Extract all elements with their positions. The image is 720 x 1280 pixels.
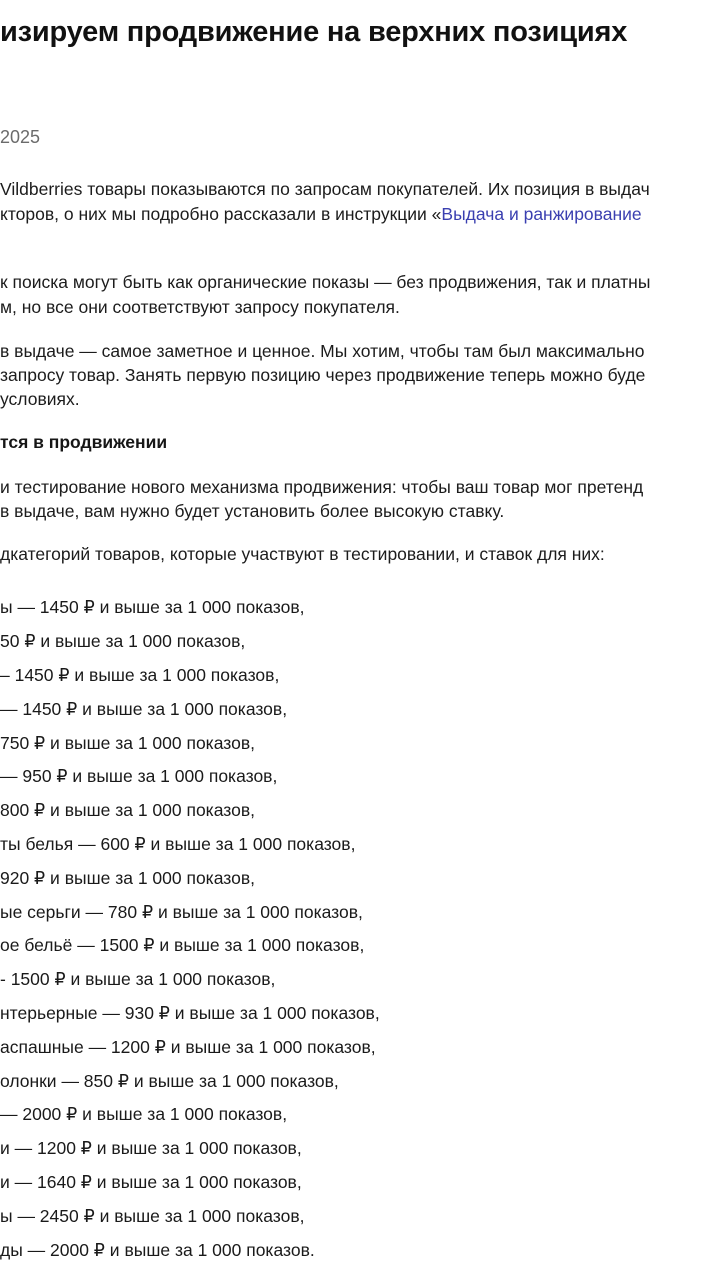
list-item: ы — 2450 ₽ и выше за 1 000 показов,: [0, 1206, 305, 1226]
list-item: 750 ₽ и выше за 1 000 показов,: [0, 733, 255, 753]
section-subheading: тся в продвижении: [0, 432, 168, 452]
list-item: 800 ₽ и выше за 1 000 показов,: [0, 800, 255, 820]
para5-line1: дкатегорий товаров, которые участвуют в тестировании, и ставок для них:: [0, 544, 605, 564]
para3-line1: в выдаче — самое заметное и ценное. Мы хотим, чтобы там был максимально: [0, 341, 645, 361]
article-title: изируем продвижение на верхних позициях: [0, 16, 628, 48]
list-item: аспашные — 1200 ₽ и выше за 1 000 показов,: [0, 1037, 376, 1057]
list-item: ые серьги — 780 ₽ и выше за 1 000 показов,: [0, 902, 363, 922]
para3-line2: запросу товар. Занять первую позицию через продвижение теперь можно буде: [0, 365, 646, 385]
list-item: 920 ₽ и выше за 1 000 показов,: [0, 868, 255, 888]
list-item: — 2000 ₽ и выше за 1 000 показов,: [0, 1104, 288, 1124]
list-item: ы — 1450 ₽ и выше за 1 000 показов,: [0, 597, 305, 617]
list-item: нтерьерные — 930 ₽ и выше за 1 000 показов,: [0, 1003, 380, 1023]
list-item: и — 1640 ₽ и выше за 1 000 показов,: [0, 1172, 302, 1192]
para1-line2-text: кторов, о них мы подробно рассказали в инструкции «: [0, 204, 442, 224]
list-item: олонки — 850 ₽ и выше за 1 000 показов,: [0, 1071, 339, 1091]
list-item: ды — 2000 ₽ и выше за 1 000 показов.: [0, 1240, 315, 1260]
ranking-instruction-link[interactable]: Выдача и ранжирование: [441, 204, 642, 224]
list-item: - 1500 ₽ и выше за 1 000 показов,: [0, 969, 276, 989]
list-item: – 1450 ₽ и выше за 1 000 показов,: [0, 665, 280, 685]
para3-line3: условиях.: [0, 389, 80, 409]
list-item: 50 ₽ и выше за 1 000 показов,: [0, 631, 246, 651]
list-item: и — 1200 ₽ и выше за 1 000 показов,: [0, 1138, 302, 1158]
para1-line1: Vildberries товары показываются по запросам покупателей. Их позиция в выдач: [0, 179, 650, 199]
list-item: — 1450 ₽ и выше за 1 000 показов,: [0, 699, 288, 719]
para4-line2: в выдаче, вам нужно будет установить более высокую ставку.: [0, 501, 505, 521]
list-item: ое бельё — 1500 ₽ и выше за 1 000 показов,: [0, 935, 365, 955]
para2-line2: м, но все они соответствуют запросу покупателя.: [0, 297, 400, 317]
list-item: ты белья — 600 ₽ и выше за 1 000 показов,: [0, 834, 356, 854]
para1-line2: [0, 202, 642, 226]
list-item: — 950 ₽ и выше за 1 000 показов,: [0, 766, 278, 786]
article-date: 2025: [0, 127, 41, 147]
para2-line1: к поиска могут быть как органические показы — без продвижения, так и платны: [0, 272, 651, 292]
para4-line1: и тестирование нового механизма продвижения: чтобы ваш товар мог претенд: [0, 477, 644, 497]
